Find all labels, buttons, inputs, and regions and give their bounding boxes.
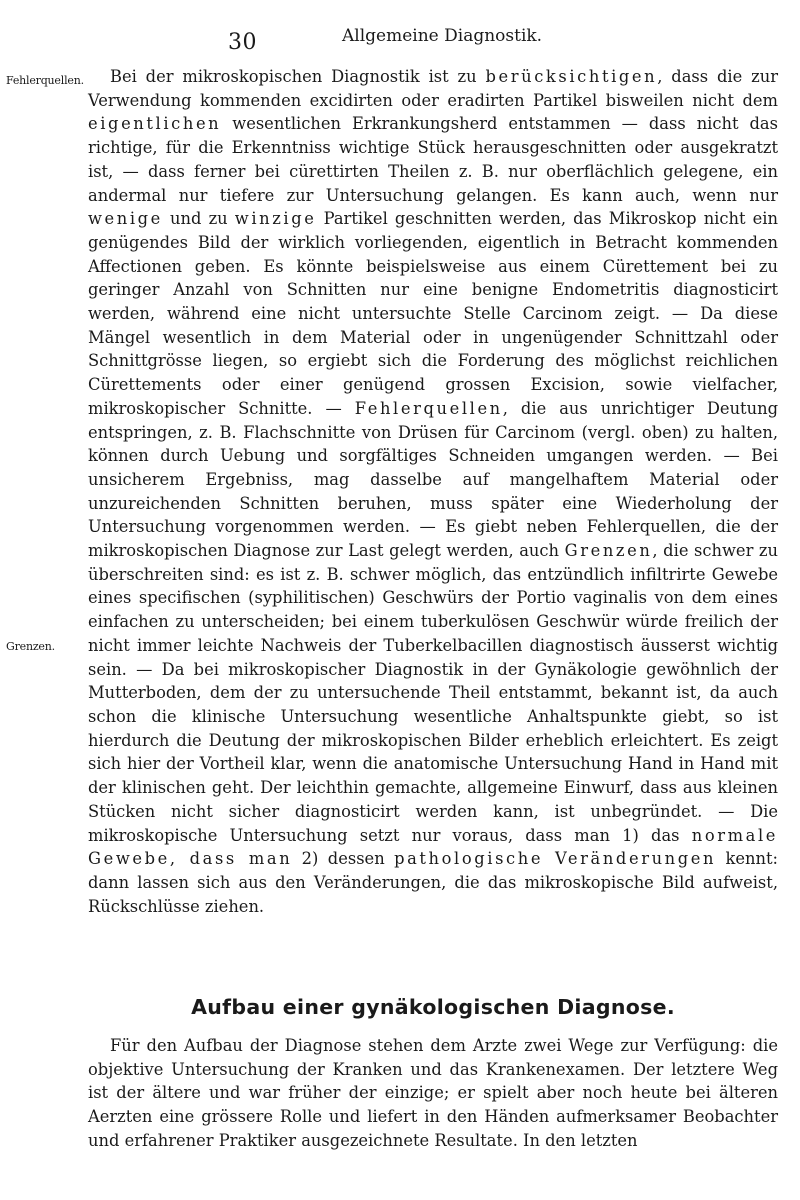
text-run: wesentlichen Erkrankungsherd entstammen — dass nicht das richtige, für die Erkenntniss wichtige Stück herausgeschnitten oder ausgekratzt ist, — dass ferner bei cürettirten Theilen z. B. nur oberflächlich gelegene, ein andermal nur tiefere zur Untersuchung gelangen. Es kann auch, wenn nur bbox=[88, 114, 778, 205]
paragraph-aufbau: Für den Aufbau der Diagnose stehen dem Arzte zwei Wege zur Verfügung: die objektive Untersuchung der Kranken und das Krankenexamen. Der letztere Weg ist der ältere und war früher der einzige; er spielt aber noch heute bei älteren Aerzten eine grössere Rolle und liefert in den Händen aufmerksamer Beobachter und erfahrener Praktiker ausgezeichnete Resultate. In den letzten bbox=[88, 1036, 778, 1150]
section-body bbox=[88, 1034, 778, 1153]
text-run: , die aus unrichtiger Deutung entspringen, z. B. Flachschnitte von Drüsen für Carcinom (vergl. oben) zu halten, können durch Uebung und sorgfältiges Schneiden umgangen werden. — Bei unsicherem Ergebniss, mag dasselbe auf mangelhaftem Material oder unzureichenden Schnitten beruhen, muss später eine Wiederholung der Untersuchung vorgenommen werden. — Es giebt neben Fehlerquellen, die der mikroskopischen Diagnose zur Last gelegt werden, auch bbox=[88, 398, 778, 561]
section-heading: Aufbau einer gynäkologischen Diagnose. bbox=[191, 995, 675, 1019]
spaced-term: eigentlichen bbox=[88, 114, 222, 134]
text-run: und zu bbox=[162, 209, 235, 229]
spaced-term: normale Gewebe, dass man bbox=[88, 825, 778, 869]
spaced-term: wenige bbox=[88, 209, 163, 229]
spaced-term: pathologische Veränderungen bbox=[394, 849, 717, 869]
margin-note-grenzen: Grenzen. bbox=[6, 640, 55, 653]
page-number: 30 bbox=[228, 30, 257, 55]
text-run: , die schwer zu überschreiten sind: es ist z. B. schwer möglich, das entzündlich infiltrirte Gewebe eines specifischen (syphilitischen) Geschwürs der Portio vaginalis von dem eines einfachen zu unterscheiden; bei einem tuberkulösen Geschwür würde freilich der nicht immer leichte Nachweis der Tuberkelbacillen diagnostisch äusserst wichtig sein. — Da bei mikroskopischer Diagnostik in der Gynäkologie gewöhnlich der Mutterboden, dem der zu untersuchende Theil entstammt, bekannt ist, da auch schon die klinische Untersuchung wesentliche Anhaltspunkte giebt, so ist hierdurch die Deutung der mikroskopischen Bilder erheblich erleichtert. Es zeigt sich hier der Vortheil klar, wenn die anatomische Untersuchung Hand in Hand mit der klinischen geht. Der leichthin gemachte, allgemeine Einwurf, dass aus kleinen Stücken nicht sicher diagnosticirt werden kann, ist unbegründet. — Die mikroskopische Untersuchung setzt nur voraus, dass man 1) das bbox=[88, 541, 778, 845]
text-run: 2) dessen bbox=[292, 849, 395, 869]
text-run: kennt: dann lassen sich aus den Veränderungen, die das mikroskopische Bild aufweist, Rückschlüsse ziehen. bbox=[88, 849, 778, 916]
spaced-term: winzige bbox=[234, 209, 317, 229]
body-text bbox=[88, 65, 778, 918]
page-header bbox=[0, 22, 800, 55]
paragraph-fehlerquellen bbox=[88, 65, 778, 918]
text-run: Partikel geschnitten werden, das Mikroskop nicht ein genügendes Bild der wirklich vorliegenden, eigentlich in Betracht kommenden Affectionen geben. Es könnte beispielsweise aus einem Cürettement bei zu geringer Anzahl von Schnitten nur eine benigne Endometritis diagnosticirt werden, während eine nicht untersuchte Stelle Carcinom zeigt. — Da diese Mängel wesentlich in dem Material oder in ungenügender Schnittzahl oder Schnittgrösse liegen, so ergiebt sich die Forderung des möglichst reichlichen Cürettements oder einer genügend grossen Excision, sowie vielfacher, mikroskopischer Schnitte. — bbox=[88, 209, 778, 418]
margin-note-fehlerquellen: Fehlerquellen. bbox=[6, 74, 84, 87]
running-title: Allgemeine Diagnostik. bbox=[342, 26, 543, 46]
spaced-term: berücksichtigen bbox=[485, 67, 658, 86]
text-run: , dass die zur Verwendung kommenden excidirten oder eradirten Partikel bisweilen nicht dem bbox=[88, 67, 778, 110]
text-run: Bei der mikroskopischen Diagnostik ist zu bbox=[110, 67, 486, 86]
spaced-term: Grenzen bbox=[564, 541, 653, 561]
spaced-term: Fehlerquellen bbox=[354, 398, 503, 418]
